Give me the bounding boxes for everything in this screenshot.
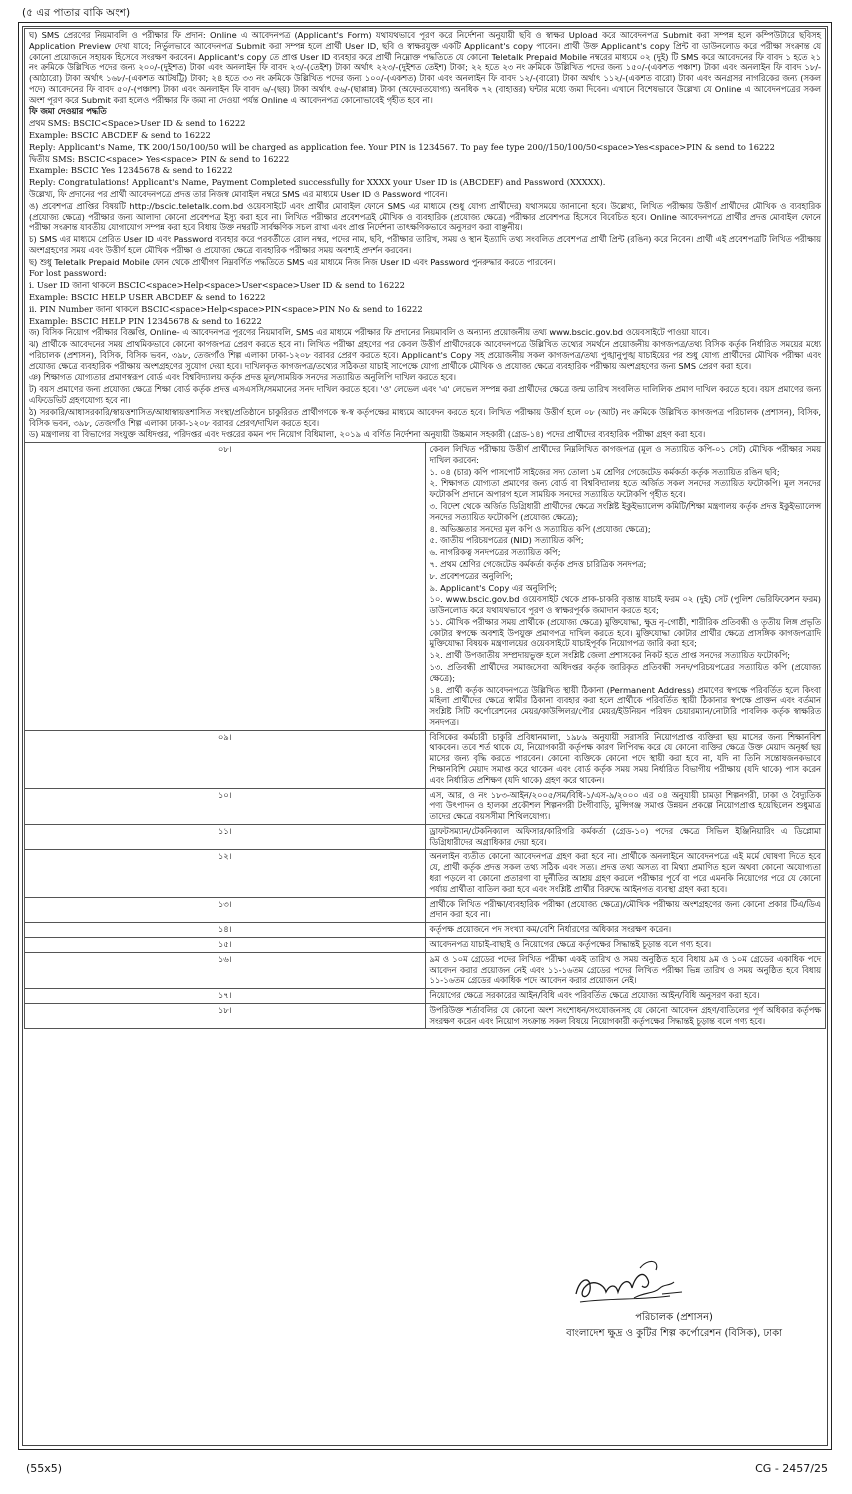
ad-code: CG - 2457/25	[755, 1462, 828, 1475]
condition-row	[25, 824, 826, 850]
continuation-note: (৫ এর পাতার বাকি অংশ)	[22, 7, 131, 19]
row-number: ১১।	[25, 824, 426, 850]
section-08-cell	[425, 443, 826, 731]
condition-text	[425, 989, 826, 1004]
section-08-row	[25, 443, 826, 731]
condition-text	[425, 824, 826, 850]
signatory-title: পরিচালক (প্রশাসন)	[635, 1312, 713, 1323]
section-a-row	[25, 29, 826, 443]
para-ja: জ) বিসিক নিয়োগ পরীক্ষার বিজ্ঞপ্তি, Online- এ আবেদনপত্র পূরণের নিয়মাবলি, SMS এর মাধ্যমে পরীক্ষার ফি প্রদানের নিয়মাবলি ও অন্যান্য প্রয়োজনীয় তথ্য www.bscic.gov.bd ওয়েবসাইটে পাওয়া যাবে।	[29, 327, 710, 338]
condition-text	[425, 897, 826, 923]
para-ta: ট) বয়স প্রমাণের জন্য প্রযোজ্য ক্ষেত্রে শিক্ষা বোর্ড কর্তৃক প্রদত্ত এসএসসি/সমমানের সনদ দাখিল করতে হবে। 'ও' লেভেল এবং 'এ' লেভেল সম্পন্ন করা প্রার্থীদের ক্ষেত্রে জন্ম তারিখ সংবলিত দালিলিক প্রমাণ দাখিল করতে হবে। বয়স প্রমাণের জন্য এফিডেভিট গ্রহণযোগ্য হবে না।	[29, 384, 821, 405]
note-line: উল্লেখ্য, ফি প্রদানের পর প্রার্থী আবেদনপত্রে প্রদত্ত তার নিজস্ব মোবাইল নম্বরে SMS এর মাধ্যমে User ID ও Password পাবেন।	[29, 188, 448, 199]
condition-text	[425, 788, 826, 824]
document-item: ১১. মৌখিক পরীক্ষার সময় প্রার্থীকে (প্রযোজ্য ক্ষেত্রে) মুক্তিযোদ্ধা, ক্ষুদ্র নৃ-গোষ্ঠী, শারীরিক প্রতিবন্ধী ও তৃতীয় লিঙ্গ প্রভৃতি কোটার স্বপক্ষে অবশ্যই উপযুক্ত প্রমাণপত্র দাখিল করতে হবে। মুক্তিযোদ্ধা কোটার প্রার্থীর ক্ষেত্রে প্রাসঙ্গিক কাগজপত্রাদি মুক্তিযোদ্ধা বিষয়ক মন্ত্রণালয়ের ওয়েবসাইটে যাচাইপূর্বক নিয়োগপত্র জারি করা হবে;	[429, 616, 821, 649]
condition-text	[425, 850, 826, 897]
lost-password-line: Example: BSCIC HELP USER ABCDEF & send to 16222	[29, 291, 266, 302]
condition-row	[25, 989, 826, 1004]
condition-paragraph: ৯ম ও ১০ম গ্রেডের পদের লিখিত পরীক্ষা একই তারিখ ও সময় অনুষ্ঠিত হবে বিধায় ৯ম ও ১০ম গ্রেডের একাধিক পদে আবেদন করার প্রয়োজন নেই এবং ১১-১৬তম গ্রেডের পদের লিখিত পরীক্ষা ভিন্ন তারিখ ও সময় অনুষ্ঠিত হবে বিধায় ১১-১৬তম গ্রেডের একাধিক পদে আবেদন করার প্রয়োজন নেই।	[429, 953, 821, 986]
condition-row	[25, 730, 826, 788]
condition-text	[425, 1003, 826, 1029]
para-jha: ঝ) প্রার্থীকে আবেদনের সময় প্রাথমিকভাবে কোনো কাগজপত্র প্রেরণ করতে হবে না। লিখিত পরীক্ষা গ্রহণের পর কেবল উত্তীর্ণ প্রার্থীদেরকে আবেদনপত্রে উল্লিখিত তথ্যের সমর্থনে প্রয়োজনীয় কাগজপত্র/তথ্য বিসিক কর্তৃক নির্ধারিত সময়ের মধ্যে পরিচালক (প্রশাসন), বিসিক, বিসিক ভবন, ৩৯৮, তেজগাঁও শিল্প এলাকা ঢাকা-১২০৮ বরাবর প্রেরণ করতে হবে। Applicant's Copy সহ প্রয়োজনীয় সকল কাগজপত্র/তথ্য পুঙ্খানুপুঙ্খ যাচাইয়ের পর শুধু যোগ্য প্রার্থীদের মৌখিক পরীক্ষা এবং প্রযোজ্য ক্ষেত্রে ব্যবহারিক পরীক্ষায় অংশগ্রহণের সুযোগ দেয়া হবে। দাখিলকৃত কাগজপত্র/তথ্যের সঠিকতা যাচাই সাপেক্ষে যোগ্য প্রার্থীকে মৌখিক ও প্রযোজ্য ক্ষেত্রে ব্যবহারিক পরীক্ষায় অংশগ্রহণের জন্য SMS প্রেরণ করা হবে।	[29, 339, 821, 371]
document-item: ১. ০৪ (চার) কপি পাসপোর্ট সাইজের সদ্য তোলা ১ম শ্রেণির গেজেটেড কর্মকর্তা কর্তৃক সত্যায়িত রঙিন ছবি;	[429, 466, 780, 477]
documents-intro: কেবল লিখিত পরীক্ষায় উত্তীর্ণ প্রার্থীদের নিম্নলিখিত কাগজপত্র (মূল ও সত্যায়িত কপি-০১ সেট) মৌখিক পরীক্ষার সময় দাখিল করবেন:	[429, 444, 821, 465]
signatory-organization: বাংলাদেশ ক্ষুদ্র ও কুটির শিল্প কর্পোরেশন (বিসিক), ঢাকা	[566, 1327, 782, 1339]
ad-size: (55x5)	[26, 1462, 63, 1475]
para-tha: ঠ) সরকারি/আধাসরকারি/স্বায়ত্তশাসিত/আধাস্বায়ত্তশাসিত সংস্থা/প্রতিষ্ঠানে চাকুরিরত প্রার্থীগণকে স্ব-স্ব কর্তৃপক্ষের মাধ্যমে আবেদন করতে হবে। লিখিত পরীক্ষায় উত্তীর্ণ হলে ০৮ (আট) নং ক্রমিকে উল্লিখিত কাগজপত্র পরিচালক (প্রশাসন), বিসিক, বিসিক ভবন, ৩৯৮, তেজগাঁও শিল্প এলাকা ঢাকা-১২০৮ বরাবর প্রেরণ/দাখিল করতে হবে।	[29, 406, 821, 428]
condition-paragraph: কর্তৃপক্ষ প্রয়োজনে পদ সংখ্যা কম/বেশি নির্ধারণের অধিকার সংরক্ষণ করেন।	[429, 924, 672, 935]
document-item: ৪. অভিজ্ঞতার সনদের মূল কপি ও সত্যায়িত কপি (প্রযোজ্য ক্ষেত্রে);	[429, 523, 651, 534]
handwritten-signature	[570, 1254, 690, 1308]
row-number: ১৫।	[25, 937, 426, 952]
document-item: ৮. প্রবেশপত্রের অনুলিপি;	[429, 570, 513, 581]
condition-text	[425, 730, 826, 788]
para-gha: ঘ) SMS প্রেরণের নিয়মাবলি ও পরীক্ষার ফি প্রদান: Online এ আবেদনপত্র (Applicant's Form) যথাযথভাবে পূরণ করে নির্দেশনা অনুযায়ী ছবি ও স্বাক্ষর Upload করে আবেদনপত্র Submit করা সম্পন্ন হলে কম্পিউটারে ছবিসহ Application Preview দেখা যাবে; নির্ভুলভাবে আবেদনপত্র Submit করা সম্পন্ন হলে প্রার্থী User ID, ছবি ও স্বাক্ষরযুক্ত একটি Applicant's copy পাবেন। প্রার্থী উক্ত Applicant's copy প্রিন্ট বা ডাউনলোড করে পরীক্ষা সংক্রান্ত যে কোনো প্রয়োজনে সহায়ক হিসেবে সংরক্ষণ করবেন। Applicant's copy তে প্রাপ্ত User ID ব্যবহার করে প্রার্থী নিম্নোক্ত পদ্ধতিতে যে কোনো Teletalk Prepaid Mobile নম্বরের মাধ্যমে ০২ (দুই) টি SMS করে আবেদনের ফি বাবদ ১ হতে ২১ নং ক্রমিকে উল্লিখিত পদের জন্য ২০০/-(দুইশত) টাকা এবং অনলাইন ফি বাবদ ২৩/-(তেইশ) টাকা অর্থাৎ ২২৩/-(দুইশত তেইশ) টাকা; ২২ হতে ২৩ নং ক্রমিকে উল্লিখিত পদের জন্য ১৫০/-(একশত পঞ্চাশ) টাকা এবং অনলাইন ফি বাবদ ১৮/-(আঠারো) টাকা অর্থাৎ ১৬৮/-(একশত আটষট্টি) টাকা; ২৪ হতে ৩৩ নং ক্রমিকে উল্লিখিত পদের জন্য ১০০/-(একশত) টাকা এবং অনলাইন ফি বাবদ ১২/-(বারো) টাকা অর্থাৎ ১১২/-(একশত বারো) টাকা এবং অনগ্রসর নাগরিকের জন্য (সকল পদে) আবেদনের ফি বাবদ ৫০/-(পঞ্চাশ) টাকা এবং অনলাইন ফি বাবদ ৬/-(ছয়) টাকা অর্থাৎ ৫৬/-(ছাপ্পান্ন) টাকা (অফেরতযোগ্য) অনধিক ৭২ (বাহাত্তর) ঘন্টার মধ্যে জমা দিবেন। এখানে বিশেষভাবে উল্লেখ্য যে Online এ আবেদনপত্রের সকল অংশ পূরণ করে Submit করা হলেও পরীক্ষার ফি জমা না দেওয়া পর্যন্ত Online এ আবেদনপত্র কোনোভাবেই গৃহীত হবে না।	[29, 30, 821, 105]
condition-row	[25, 1003, 826, 1029]
row-number: ১৭।	[25, 989, 426, 1004]
document-item: ৯. Applicant's Copy এর অনুলিপি;	[429, 582, 558, 593]
row-number: ১৪।	[25, 923, 426, 938]
sms-line: Reply: Congratulations! Applicant's Name, Payment Completed successfully for XXXX your User ID is (ABCDEF) and Password (XXXXX).	[29, 177, 606, 188]
condition-row	[25, 850, 826, 897]
condition-text	[425, 937, 826, 952]
para-chha: ছ) শুধু Teletalk Prepaid Mobile ফোন থেকে প্রার্থীগণ নিম্নবর্ণিত পদ্ধতিতে SMS এর মাধ্যমে নিজ নিজ User ID এবং Password পুনরুদ্ধার করতে পারবেন।	[29, 256, 556, 267]
para-cha: চ) SMS এর মাধ্যমে প্রেরিত User ID এবং Password ব্যবহার করে পরবর্তীতে রোল নম্বর, পদের নাম, ছবি, পরীক্ষার তারিখ, সময় ও স্থান ইত্যাদি তথ্য সংবলিত প্রবেশপত্র প্রার্থী প্রিন্ট (রঙিন) করে নিবেন। প্রার্থী এই প্রবেশপত্রটি লিখিত পরীক্ষায় অংশগ্রহণের সময় এবং উত্তীর্ণ হলে মৌখিক পরীক্ষা ও প্রযোজ্য ক্ষেত্রে ব্যবহারিক পরীক্ষার সময় অবশ্যই প্রদর্শন করবেন।	[29, 234, 821, 255]
row-number: ১৮।	[25, 1003, 426, 1029]
condition-text	[425, 923, 826, 938]
document-item: ৫. জাতীয় পরিচয়পত্রের (NID) সত্যায়িত কপি;	[429, 535, 584, 546]
sms-line: Reply: Applicant's Name, TK 200/150/100/50 will be charged as application fee. Your PIN is 1234567. To pay fee type 200//150/100/50<space>Yes<space>PIN & send to 16222	[29, 141, 775, 152]
para-da: ড) মন্ত্রণালয় বা বিভাগের সংযুক্ত অধিদপ্তর, পরিদপ্তর এবং দপ্তরের কমন পদ নিয়োগ বিধিমালা, ২০১৯ এ বর্ণিত নির্দেশনা অনুযায়ী উচ্চমান সহকারী (গ্রেড-১৪) পদের প্রার্থীদের ব্যবহারিক পরীক্ষা গ্রহণ করা হবে।	[29, 429, 706, 440]
document-item: ১৩. প্রতিবন্ধী প্রার্থীদের সমাজসেবা অধিদপ্তর কর্তৃক জারিকৃত প্রতিবন্ধী সনদ/পরিচয়পত্রের সত্যায়িত কপি (প্রযোজ্য ক্ষেত্রে);	[429, 661, 821, 683]
condition-paragraph: নিয়োগের ক্ষেত্রে সরকারের আইন/বিধি এবং পরিবর্তিত ক্ষেত্রে প্রযোজ্য আইন/বিধি অনুসরণ করা হবে।	[429, 990, 760, 1001]
condition-row	[25, 937, 826, 952]
condition-row	[25, 788, 826, 824]
document-item: ২. শিক্ষাগত যোগ্যতা প্রমাণের জন্য বোর্ড বা বিশ্ববিদ্যালয় হতে অর্জিত সকল সনদের সত্যায়িত ফটোকপি। মূল সনদের ফটোকপি প্রদানে অপারগ হলে সাময়িক সনদের সত্যায়িত ফটোকপি গৃহীত হবে।	[429, 478, 821, 500]
condition-paragraph: এস, আর, ও নং ১৮৩-আইন/২০০৫/সম/বিধি-১/এস-৯/২০০০ এর ০৪ অনুযায়ী চামড়া শিল্পনগরী, ঢাকা ও বৈদ্যুতিক পণ্য উৎপাদন ও হালকা প্রকৌশল শিল্পনগরী টংগীবাড়ি, মুন্সিগঞ্জ সমাপ্ত উন্নয়ন প্রকল্পে নিয়োগপ্রাপ্ত হয়েছিলেন শুধুমাত্র তাদের ক্ষেত্রে বয়সসীমা শিথিলযোগ্য।	[429, 789, 821, 822]
section-a-cell	[25, 29, 826, 443]
row-number: ১৩।	[25, 897, 426, 923]
condition-paragraph: ড্রাফটসম্যান/টেকনিক্যাল অফিসার/কারিগরি কর্মকর্তা (গ্রেড-১০) পদের ক্ষেত্রে সিভিল ইঞ্জিনিয়ারিং এ ডিপ্লোমা ডিগ্রিধারীদের অগ্রাধিকার দেয়া হবে।	[429, 825, 821, 847]
lost-password-line: ii. PIN Number জানা থাকলে BSCIC<space>Help<space>PIN<space>PIN No & send to 16222	[29, 303, 423, 314]
fee-heading: ফি জমা দেওয়ার পদ্ধতি	[29, 106, 107, 117]
document-item: ১২. প্রার্থী উপজাতীয় সম্প্রদায়ভুক্ত হলে সংশ্লিষ্ট জেলা প্রশাসকের নিকট হতে প্রাপ্ত সনদের সত্যায়িত ফটোকপি;	[429, 650, 791, 661]
lost-password-line: Example: BSCIC HELP PIN 12345678 & send to 16222	[29, 315, 262, 326]
lost-password-line: For lost password:	[29, 268, 107, 279]
signature-block	[566, 1310, 782, 1341]
condition-row	[25, 952, 826, 988]
document-item: ১০. www.bscic.gov.bd ওয়েবসাইট থেকে প্রাক-চাকরি বৃত্তান্ত যাচাই ফরম ০২ (দুই) সেট (পুলিশ ভেরিফিকেশন ফরম) ডাউনলোড করে যথাযথভাবে পূরণ ও স্বাক্ষরপূর্বক জমাদান করতে হবে;	[429, 594, 821, 616]
row-number: ১০।	[25, 788, 426, 824]
row-number: ১২।	[25, 850, 426, 897]
condition-paragraph: উপরিউক্ত শর্তাবলির যে কোনো অংশ সংশোধন/সংযোজনসহ যে কোনো আবেদন গ্রহণ/বাতিলের পূর্ণ অধিকার কর্তৃপক্ষ সংরক্ষণ করেন এবং নিয়োগ সংক্রান্ত সকল বিষয়ে নিয়োগকারী কর্তৃপক্ষের সিদ্ধান্তই চূড়ান্ত বলে গণ্য হবে।	[429, 1004, 821, 1026]
condition-paragraph: অনলাইন ব্যতীত কোনো আবেদনপত্র গ্রহণ করা হবে না। প্রার্থীকে অনলাইনে আবেদনপত্রে এই মর্মে ঘোষণা দিতে হবে যে, প্রার্থী কর্তৃক প্রদত্ত সকল তথ্য সঠিক এবং সত্য। প্রদত্ত তথ্য অসত্য বা মিথ্যা প্রমাণিত হলে অথবা কোনো অযোগ্যতা ধরা পড়লে বা কোনো প্রতারণা বা দুর্নীতির আশ্রয় গ্রহণ করলে পরীক্ষার পূর্বে বা পরে এমনকি নিয়োগের পরে যে কোনো পর্যায় প্রার্থীতা বাতিল করা হবে এবং সংশ্লিষ্ট প্রার্থীর বিরুদ্ধে আইনগত ব্যবস্থা গ্রহণ করা হবে।	[429, 851, 821, 894]
document-item: ৬. নাগরিকত্ব সনদপত্রের সত্যায়িত কপি;	[429, 547, 561, 558]
row-number: ১৬।	[25, 952, 426, 988]
condition-row	[25, 923, 826, 938]
condition-paragraph: প্রার্থীকে লিখিত পরীক্ষা/ব্যবহারিক পরীক্ষা (প্রযোজ্য ক্ষেত্রে)/মৌখিক পরীক্ষায় অংশগ্রহণের জন্য কোনো প্রকার টিএ/ডিএ প্রদান করা হবে না।	[429, 898, 821, 920]
para-uma: ঙ) প্রবেশপত্র প্রাপ্তির বিষয়টি http://bscic.teletalk.com.bd ওয়েবসাইটে এবং প্রার্থীর মোবাইল ফোনে SMS এর মাধ্যমে (শুধু যোগ্য প্রার্থীদের) যথাসময়ে জানানো হবে। উল্লেখ্য, লিখিত পরীক্ষায় উত্তীর্ণ প্রার্থীদের মৌখিক ও ব্যবহারিক (প্রযোজ্য ক্ষেত্রে) পরীক্ষার জন্য আলাদা কোনো প্রবেশপত্র ইস্যু করা হবে না। লিখিত পরীক্ষার প্রবেশপত্রই মৌখিক ও ব্যবহারিক (প্রযোজ্য ক্ষেত্রে) পরীক্ষার প্রবেশপত্র হিসেবে বিবেচিত হবে। Online আবেদনপত্রে প্রার্থীর প্রদত্ত মোবাইল ফোনে পরীক্ষা সংক্রান্ত যাবতীয় যোগাযোগ সম্পন্ন করা হবে বিধায় উক্ত নম্বরটি সার্বক্ষণিক সচল রাখা এবং প্রাপ্ত নির্দেশনা তাৎক্ষণিকভাবে অনুসরণ করা বাঞ্ছনীয়।	[29, 200, 821, 233]
row-number: ০৯।	[25, 730, 426, 788]
para-nya: ঞ) শিক্ষাগত যোগ্যতার প্রমাণস্বরূপ বোর্ড এবং বিশ্ববিদ্যালয় কর্তৃক প্রদত্ত মূল/সাময়িক সনদের সত্যায়িত অনুলিপি দাখিল করতে হবে।	[29, 372, 456, 383]
sms-line: প্রথম SMS: BSCIC<Space>User ID & send to 16222	[29, 118, 246, 129]
condition-row	[25, 897, 826, 923]
document-item: ৭. প্রথম শ্রেণির গেজেটেড কর্মকর্তা কর্তৃক প্রদত্ত চারিত্রিক সনদপত্র;	[429, 558, 647, 569]
sms-line: Example: BSCIC Yes 12345678 & send to 16222	[29, 165, 233, 176]
sms-line: দ্বিতীয় SMS: BSCIC<space> Yes<space> PIN & send to 16222	[29, 153, 290, 164]
sms-line: Example: BSCIC ABCDEF & send to 16222	[29, 130, 211, 141]
document-item: ৩. বিদেশ থেকে অর্জিত ডিগ্রিধারী প্রার্থীদের ক্ষেত্রে সংশ্লিষ্ট ইকুইভ্যালেন্স কমিটি/শিক্ষা মন্ত্রণালয় কর্তৃক প্রদত্ত ইকুইভ্যালেন্স সনদের সত্যায়িত ফটোকপি (প্রযোজ্য ক্ষেত্রে);	[429, 501, 821, 522]
conditions-table	[24, 28, 826, 1029]
condition-text	[425, 952, 826, 988]
row-number: ০৮।	[25, 443, 426, 731]
condition-paragraph: বিসিকের কর্মচারী চাকুরি প্রবিধানমালা, ১৯৮৯ অনুযায়ী সরাসরি নিয়োগপ্রাপ্ত ব্যক্তিরা ছয় মাসের জন্য শিক্ষানবিশ থাকবেন। তবে শর্ত থাকে যে, নিয়োগকারী কর্তৃপক্ষ কারণ লিপিবদ্ধ করে যে কোনো ব্যক্তির ক্ষেত্রে উক্ত মেয়াদ অনূর্ধ্ব ছয় মাসের জন্য বৃদ্ধি করতে পারবেন। কোনো ব্যক্তিকে কোনো পদে স্থায়ী করা হবে না, যদি না তিনি সন্তোষজনকভাবে শিক্ষানবিশি মেয়াদ সমাপ্ত করে থাকেন এবং বোর্ড কর্তৃক সময় সময় নির্ধারিত বিভাগীয় পরীক্ষায় (যদি থাকে) পাস করেন এবং নির্ধারিত প্রশিক্ষণ (যদি থাকে) গ্রহণ করে থাকেন।	[429, 731, 821, 785]
lost-password-line: i. User ID জানা থাকলে BSCIC<space>Help<space>User<space>User ID & send to 16222	[29, 280, 405, 291]
document-item: ১৪. প্রার্থী কর্তৃক আবেদনপত্রে উল্লিখিত স্থায়ী ঠিকানা (Permanent Address) প্রমাণের স্বপক্ষে পরিবর্তিত হলে কিংবা মহিলা প্রার্থীদের ক্ষেত্রে স্বামীর ঠিকানা ব্যবহার করা হলে প্রার্থীকে পরিবর্তিত স্থায়ী ঠিকানার স্বপক্ষে প্রাক্তন এবং বর্তমান সংশ্লিষ্ট সিটি কর্পোরেশনের মেয়র/কাউন্সিলর/পৌর মেয়র/ইউনিয়ন পরিষদ চেয়ারম্যান/নোটারি পাবলিক কর্তৃক স্বাক্ষরিত সনদপত্র।	[429, 684, 822, 727]
condition-paragraph: আবেদনপত্র যাচাই-বাছাই ও নিয়োগের ক্ষেত্রে কর্তৃপক্ষের সিদ্ধান্তই চূড়ান্ত বলে গণ্য হবে।	[429, 938, 712, 949]
